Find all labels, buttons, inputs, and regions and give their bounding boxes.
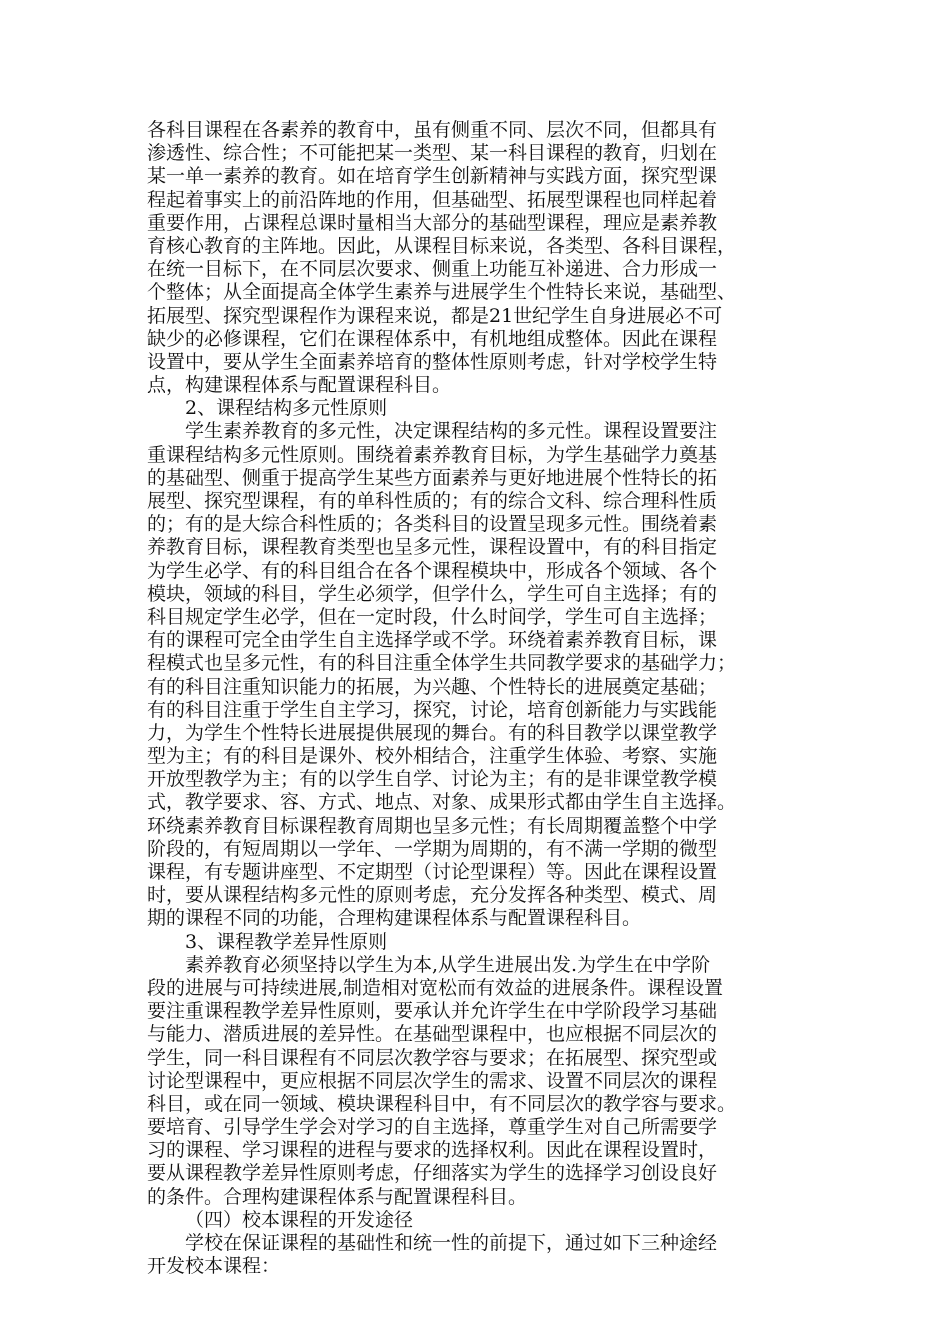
- paragraph-line: 学生，同一科目课程有不同层次教学容与要求；在拓展型、探究型或: [147, 1046, 718, 1069]
- paragraph-line: 个整体；从全面提高全体学生素养与进展学生个性特长来说，基础型、: [147, 281, 737, 304]
- paragraph-line: 习的课程、学习课程的进程与要求的选择权利。因此在课程设置时，: [147, 1139, 718, 1162]
- paragraph-line: 要从课程教学差异性原则考虑，仔细落实为学生的选择学习创设良好: [147, 1162, 718, 1185]
- paragraph-line: 拓展型、探究型课程作为课程来说，都是21世纪学生自身进展必不可: [147, 304, 723, 327]
- paragraph-line: 渗透性、综合性；不可能把某一类型、某一科目课程的教育，归划在: [147, 142, 718, 165]
- paragraph-line: 程起着事实上的前沿阵地的作用，但基础型、拓展型课程也同样起着: [147, 188, 718, 211]
- paragraph-line: 设置中，要从学生全面素养培育的整体性原则考虑，针对学校学生特: [147, 350, 718, 373]
- paragraph-line: 素养教育必须坚持以学生为本,从学生进展出发.为学生在中学阶: [185, 953, 711, 976]
- paragraph-line: 课程，有专题讲座型、不定期型（讨论型课程）等。因此在课程设置: [147, 861, 718, 883]
- paragraph-line: 力，为学生个性特长进展提供展现的舞台。有的科目教学以课堂教学: [147, 721, 718, 744]
- paragraph-line: 在统一目标下，在不同层次要求、侧重上功能互补递进、合力形成一: [147, 258, 718, 281]
- paragraph-line: 开发校本课程：: [147, 1255, 281, 1278]
- paragraph-line: 要注重课程教学差异性原则，要承认并允许学生在中学阶段学习基础: [147, 1000, 718, 1023]
- paragraph-line: 阶段的，有短周期以一学年、一学期为周期的，有不满一学期的微型: [147, 837, 718, 860]
- paragraph-line: 要培育、引导学生学会对学习的自主选择，尊重学生对自己所需要学: [147, 1116, 718, 1139]
- paragraph-line: 育核心教育的主阵地。因此，从课程目标来说，各类型、各科目课程，: [147, 234, 737, 257]
- paragraph-line: 科目，或在同一领域、模块课程科目中，有不同层次的教学容与要求。: [147, 1092, 737, 1115]
- paragraph-line: 点，构建课程体系与配置课程科目。: [147, 374, 452, 397]
- section-heading: （四）校本课程的开发途径: [185, 1208, 414, 1231]
- paragraph-line: 的；有的是大综合科性质的；各类科目的设置呈现多元性。围绕着素: [147, 513, 718, 536]
- paragraph-line: 展型、探究型课程，有的单科性质的；有的综合文科、综合理科性质: [147, 490, 718, 512]
- paragraph-line: 科目规定学生必学，但在一定时段，什么时间学，学生可自主选择；: [147, 605, 718, 628]
- paragraph-line: 与能力、潜质进展的差异性。在基础型课程中，也应根据不同层次的: [147, 1023, 718, 1046]
- paragraph-line: 重课程结构多元性原则。围绕着素养教育目标，为学生基础学力奠基: [147, 443, 718, 466]
- paragraph-line: 学校在保证课程的基础性和统一性的前提下，通过如下三种途经: [185, 1232, 718, 1254]
- document-body: [147, 119, 807, 1278]
- paragraph-line: 讨论型课程中，更应根据不同层次学生的需求、设置不同层次的课程: [147, 1069, 718, 1092]
- paragraph-line: 缺少的必修课程，它们在课程体系中，有机地组成整体。因此在课程: [147, 327, 718, 350]
- paragraph-line: 有的课程可完全由学生自主选择学或不学。环绕着素养教育目标，课: [147, 629, 718, 652]
- paragraph-line: 开放型教学为主；有的以学生自学、讨论为主；有的是非课堂教学模: [147, 768, 718, 791]
- paragraph-line: 养教育目标，课程教育类型也呈多元性，课程设置中，有的科目指定: [147, 536, 718, 559]
- paragraph-line: 时，要从课程结构多元性的原则考虑，充分发挥各种类型、模式、周: [147, 884, 718, 907]
- section-heading: 2、课程结构多元性原则: [185, 397, 388, 420]
- paragraph-line: 程模式也呈多元性，有的科目注重全体学生共同教学要求的基础学力；: [147, 652, 737, 675]
- paragraph-line: 某一单一素养的教育。如在培育学生创新精神与实践方面，探究型课: [147, 165, 718, 188]
- paragraph-line: 的基础型、侧重于提高学生某些方面素养与更好地进展个性特长的拓: [147, 466, 718, 489]
- paragraph-line: 期的课程不同的功能，合理构建课程体系与配置课程科目。: [147, 907, 642, 930]
- paragraph-line: 学生素养教育的多元性，决定课程结构的多元性。课程设置要注: [185, 420, 718, 443]
- paragraph-line: 式，教学要求、容、方式、地点、对象、成果形式都由学生自主选择。: [147, 791, 737, 814]
- paragraph-line: 模块，领域的科目，学生必须学，但学什么，学生可自主选择；有的: [147, 582, 718, 605]
- section-heading: 3、课程教学差异性原则: [185, 930, 388, 953]
- paragraph-line: 为学生必学、有的科目组合在各个课程模块中，形成各个领域、各个: [147, 559, 718, 582]
- paragraph-line: 型为主；有的科目是课外、校外相结合，注重学生体验、考察、实施: [147, 745, 718, 768]
- paragraph-line: 有的科目注重知识能力的拓展，为兴趣、个性特长的进展奠定基础；: [147, 675, 718, 698]
- paragraph-line: 重要作用，占课程总课时量相当大部分的基础型课程，理应是素养教: [147, 211, 718, 234]
- paragraph-line: 的条件。合理构建课程体系与配置课程科目。: [147, 1185, 528, 1208]
- paragraph-line: 有的科目注重于学生自主学习，探究，讨论，培育创新能力与实践能: [147, 698, 718, 721]
- paragraph-line: 各科目课程在各素养的教育中，虽有侧重不同、层次不同，但都具有: [147, 119, 718, 141]
- paragraph-line: 段的进展与可持续进展,制造相对宽松而有效益的进展条件。课程设置: [147, 976, 724, 999]
- paragraph-line: 环绕素养教育目标课程教育周期也呈多元性；有长周期覆盖整个中学: [147, 814, 718, 837]
